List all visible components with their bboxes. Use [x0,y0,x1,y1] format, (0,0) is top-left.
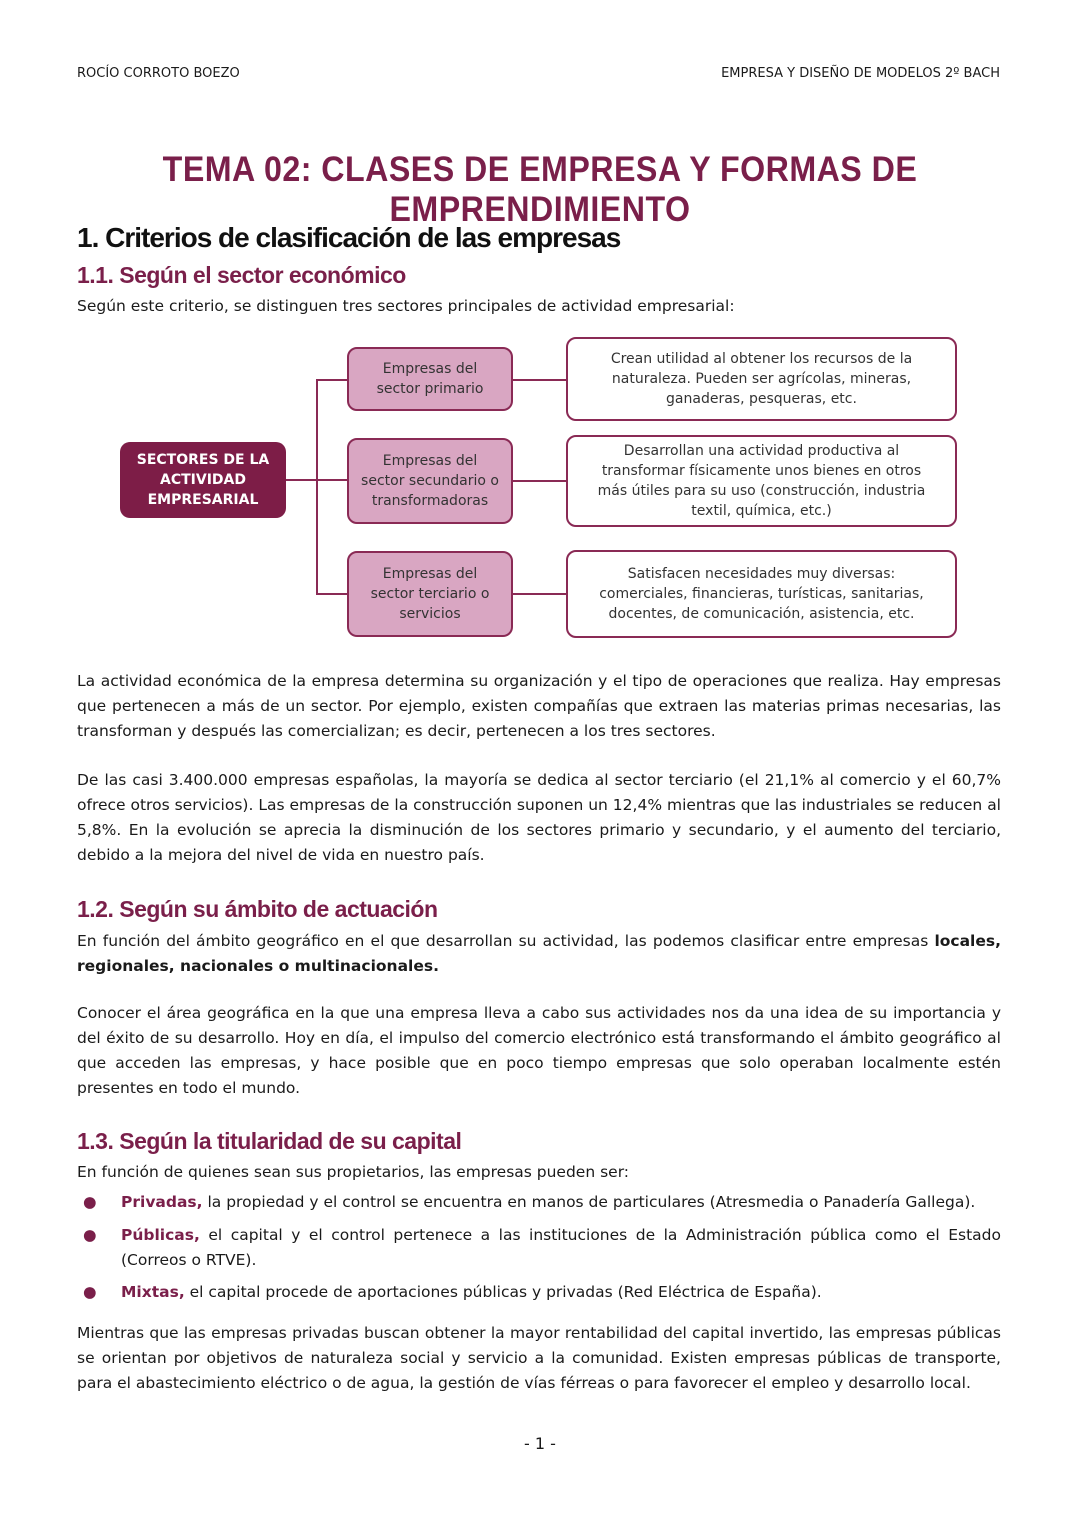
connector [511,593,566,595]
sector-box-secundario: Empresas del sector secundario o transformadoras [347,438,513,524]
list-item: ● Mixtas, el capital procede de aportaciones públicas y privadas (Red Eléctrica de España). [83,1283,822,1301]
list-item: ● Públicas, el capital y el control pertenece a las instituciones de la Administración pública como el Estado (Correos o RTVE). [83,1226,1001,1269]
connector [511,480,566,482]
section-heading: 1. Criterios de clasificación de las empresas [77,222,621,253]
subsection-heading-1-3: 1.3. Según la titularidad de su capital [77,1128,462,1154]
header-author: ROCÍO CORROTO BOEZO [77,66,240,81]
paragraph: De las casi 3.400.000 empresas españolas, la mayoría se dedica al sector terciario (el 21,1% al comercio y el 60,7% ofrece otros servicios). Las empresas de la construcción suponen un 12,4% mientras que las industriales se reducen al 5,8%. En la evolución se aprecia la disminución de los sectores primario y secundario, y el aumento del terciario, debido a la mejora del nivel de vida en nuestro país. [77,771,1001,864]
paragraph: Según este criterio, se distinguen tres sectores principales de actividad empresarial: [77,297,735,315]
sector-box-primario: Empresas del sector primario [347,347,513,411]
page-number: - 1 - [524,1434,556,1453]
paragraph: Conocer el área geográfica en la que una empresa lleva a cabo sus actividades nos da una idea de su importancia y del éxito de su desarrollo. Hoy en día, el impulso del comercio electrónico está transformando el ámbito geográfico al que acceden las empresas, y hace posible que en poco tiempo empresas que solo operaban localmente estén presentes en todo el mundo. [77,1004,1001,1097]
page-title: TEMA 02: CLASES DE EMPRESA Y FORMAS DE EMPRENDIMIENTO [162,150,918,229]
paragraph: En función de quienes sean sus propietarios, las empresas pueden ser: [77,1163,630,1181]
list-item: ● Privadas, la propiedad y el control se encuentra en manos de particulares (Atresmedia o Panadería Gallega). [83,1193,976,1211]
connector [316,379,318,594]
subsection-heading-1-2: 1.2. Según su ámbito de actuación [77,896,438,922]
sector-box-terciario: Empresas del sector terciario o servicios [347,551,513,637]
paragraph: En función del ámbito geográfico en el que desarrollan su actividad, las podemos clasificar entre empresas locales, regionales, nacionales o multinacionales. [77,932,1001,975]
connector [316,593,347,595]
connector [316,379,347,381]
sector-desc-secundario: Desarrollan una actividad productiva al transformar físicamente unos bienes en otros más útiles para su uso (construcción, industria textil, química, etc.) [566,435,957,527]
subsection-heading-1-1: 1.1. Según el sector económico [77,262,406,288]
connector [511,379,566,381]
sector-desc-primario: Crean utilidad al obtener los recursos de la naturaleza. Pueden ser agrícolas, mineras, ganaderas, pesqueras, etc. [566,337,957,421]
header-course: EMPRESA Y DISEÑO DE MODELOS 2º BACH [721,66,1000,81]
sector-desc-terciario: Satisfacen necesidades muy diversas: comerciales, financieras, turísticas, sanitarias, docentes, de comunicación, asistencia, etc. [566,550,957,638]
paragraph: La actividad económica de la empresa determina su organización y el tipo de operaciones que realiza. Hay empresas que pertenecen a más de un sector. Por ejemplo, existen compañías que extraen las materias primas necesarias, las transforman y después las comercializan; es decir, pertenecen a los tres sectores. [77,672,1001,740]
paragraph: Mientras que las empresas privadas buscan obtener la mayor rentabilidad del capital invertido, las empresas públicas se orientan por objetivos de naturaleza social y servicio a la comunidad. Existen empresas públicas de transporte, para el abastecimiento eléctrico o de agua, la gestión de vías férreas o para favorecer el empleo y desarrollo local. [77,1324,1001,1392]
diagram-root: SECTORES DE LA ACTIVIDAD EMPRESARIAL [120,442,286,518]
